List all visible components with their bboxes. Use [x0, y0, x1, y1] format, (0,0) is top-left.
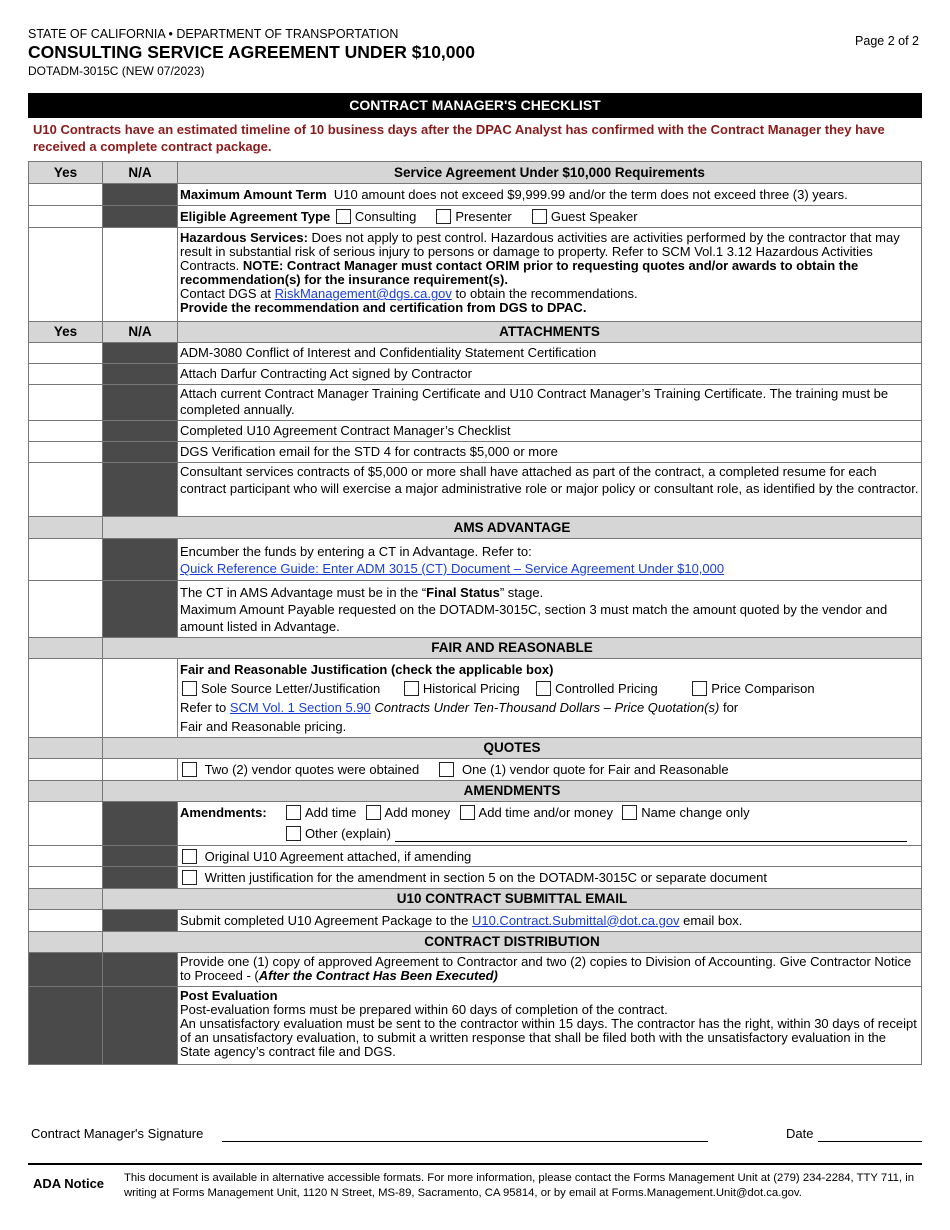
na-cell-disabled	[103, 910, 178, 932]
blank-header-cell	[29, 781, 103, 802]
timeline-notice: U10 Contracts have an estimated timeline of 10 business days after the DPAC Analyst has confirmed with the Contract Manager they have received a complete contract package.	[33, 122, 885, 154]
na-cell-disabled	[103, 442, 178, 463]
max-term-label: Maximum Amount Term	[180, 186, 327, 202]
ams-header-row	[29, 517, 922, 539]
original-agreement-label: Original U10 Agreement attached, if amending	[204, 848, 472, 864]
name-change-checkbox[interactable]	[622, 805, 637, 820]
na-cell-disabled	[103, 802, 178, 846]
add-money-checkbox[interactable]	[366, 805, 381, 820]
table-row	[29, 421, 922, 442]
table-row	[29, 442, 922, 463]
guest-speaker-label: Guest Speaker	[550, 209, 638, 224]
na-cell-disabled	[103, 867, 178, 889]
written-justification-checkbox[interactable]	[182, 870, 197, 885]
two-quotes-label: Two (2) vendor quotes were obtained	[204, 762, 420, 777]
encumber-text: Encumber the funds by entering a CT in Advantage. Refer to:	[180, 544, 532, 559]
yes-cell-disabled	[29, 953, 103, 987]
risk-management-email-link[interactable]: RiskManagement@dgs.ca.gov	[274, 286, 452, 301]
yes-cell[interactable]	[29, 421, 103, 442]
blank-header-cell	[29, 932, 103, 953]
yes-cell[interactable]	[29, 867, 103, 889]
post-eval-line2: An unsatisfactory evaluation must be sent to the contractor within 15 days. The contractor has the right, within 30 days of receipt of an unsatisfactory evaluation, to submit a written response that shall be filed both with the unsatisfactory evaluation in the State agency’s contract file and DGS.	[180, 1016, 917, 1059]
attachment-item: Attach Darfur Contracting Act signed by Contractor	[178, 364, 922, 385]
yes-cell[interactable]	[29, 385, 103, 421]
attachment-item: Consultant services contracts of $5,000 or more shall have attached as part of the contract, a completed resume for each contract participant who will exercise a major administrative role or major policy or consultant role, as identified by the contractor.	[178, 463, 922, 517]
historical-pricing-checkbox[interactable]	[404, 681, 419, 696]
na-cell[interactable]	[103, 659, 178, 738]
hazard-text: Does not apply to pest control. Hazardous activities are activities performed by the contractor that may result in substantial risk of serious injury to persons or damage to property. Refer to SCM Vol.1 3.12 Hazardous Activities Contracts.	[180, 230, 900, 273]
table-row	[29, 953, 922, 987]
add-time-money-label: Add time and/or money	[478, 805, 613, 820]
hazard-provide: Provide the recommendation and certification from DGS to DPAC.	[180, 300, 587, 315]
yes-cell[interactable]	[29, 343, 103, 364]
form-id: DOTADM-3015C (NEW 07/2023)	[28, 64, 205, 78]
na-cell-disabled	[103, 385, 178, 421]
amendments-label: Amendments:	[180, 805, 267, 820]
na-cell-disabled	[103, 581, 178, 638]
price-comparison-checkbox[interactable]	[692, 681, 707, 696]
table-row	[29, 184, 922, 206]
provide-text: Provide one (1) copy of approved Agreement to Contractor and two (2) copies to Division of Accounting. Give Contractor Notice to Proceed - (	[180, 954, 912, 983]
na-cell-disabled	[103, 463, 178, 517]
yes-column-header: Yes	[29, 162, 103, 184]
add-time-label: Add time	[305, 805, 357, 820]
controlled-pricing-checkbox[interactable]	[536, 681, 551, 696]
agency-line: STATE OF CALIFORNIA • DEPARTMENT OF TRANSPORTATION	[28, 27, 399, 41]
distribution-header-row	[29, 932, 922, 953]
yes-cell[interactable]	[29, 802, 103, 846]
yes-cell[interactable]	[29, 184, 103, 206]
table-row	[29, 463, 922, 517]
submittal-pre: Submit completed U10 Agreement Package to the	[180, 912, 469, 928]
quotes-heading: QUOTES	[103, 738, 922, 759]
submittal-heading: U10 CONTRACT SUBMITTAL EMAIL	[103, 889, 922, 910]
requirements-heading: Service Agreement Under $10,000 Requirements	[178, 162, 922, 184]
hazard-contact-post: to obtain the recommendations.	[455, 286, 638, 301]
yes-cell[interactable]	[29, 846, 103, 867]
na-cell[interactable]	[103, 759, 178, 781]
controlled-pricing-label: Controlled Pricing	[555, 681, 658, 696]
na-column-header: N/A	[103, 322, 178, 343]
na-cell-disabled	[103, 206, 178, 228]
provide-italic: After the Contract Has Been Executed)	[258, 968, 498, 983]
yes-column-header: Yes	[29, 322, 103, 343]
post-eval-label: Post Evaluation	[180, 988, 278, 1003]
max-payable-text: Maximum Amount Payable requested on the DOTADM-3015C, section 3 must match the amount quoted by the vendor and amount listed in Advantage.	[180, 602, 888, 634]
eligible-type-label: Eligible Agreement Type	[180, 209, 331, 224]
consulting-label: Consulting	[354, 209, 417, 224]
table-row	[29, 364, 922, 385]
signature-field[interactable]	[222, 1141, 708, 1142]
amendments-header-row	[29, 781, 922, 802]
na-cell[interactable]	[103, 228, 178, 322]
one-quote-checkbox[interactable]	[439, 762, 454, 777]
blank-header-cell	[29, 738, 103, 759]
add-time-checkbox[interactable]	[286, 805, 301, 820]
yes-cell[interactable]	[29, 659, 103, 738]
submittal-email-link[interactable]: U10.Contract.Submittal@dot.ca.gov	[471, 912, 680, 928]
date-field[interactable]	[818, 1141, 922, 1142]
checklist-table	[28, 161, 922, 1065]
status-post: ” stage.	[499, 585, 544, 600]
ams-heading: AMS ADVANTAGE	[103, 517, 922, 539]
yes-cell[interactable]	[29, 910, 103, 932]
hazard-contact-pre: Contact DGS at	[180, 286, 272, 301]
ada-label: ADA Notice	[33, 1176, 105, 1191]
status-pre: The CT in AMS Advantage must be in the “	[180, 585, 427, 600]
other-explain-field[interactable]	[395, 829, 907, 842]
yes-cell[interactable]	[29, 364, 103, 385]
date-label: Date	[786, 1126, 814, 1141]
blank-header-cell	[29, 889, 103, 910]
written-justification-label: Written justification for the amendment in section 5 on the DOTADM-3015C or separate document	[204, 870, 768, 885]
na-cell-disabled	[103, 421, 178, 442]
ada-text: This document is available in alternative accessible formats. For more information, please contact the Forms Management Unit at (279) 234-2284, TTY 711, in writing at Forms Management Unit, 1120 N Street, MS-89, Sacramento, CA 95814, or by email at Forms.Management.Unit@dot.ca.gov.	[124, 1172, 914, 1199]
two-quotes-checkbox[interactable]	[182, 762, 197, 777]
table-row	[29, 206, 922, 228]
fair-header-row	[29, 638, 922, 659]
presenter-label: Presenter	[455, 209, 512, 224]
name-change-label: Name change only	[641, 805, 750, 820]
amendments-heading: AMENDMENTS	[103, 781, 922, 802]
signature-label: Contract Manager's Signature	[31, 1126, 204, 1141]
na-cell-disabled	[103, 987, 178, 1065]
table-row	[29, 987, 922, 1065]
fair-heading: FAIR AND REASONABLE	[103, 638, 922, 659]
refer-line2: Fair and Reasonable pricing.	[180, 719, 347, 734]
attachment-item: ADM-3080 Conflict of Interest and Confidentiality Statement Certification	[178, 343, 922, 364]
na-cell-disabled	[103, 953, 178, 987]
checklist-banner: CONTRACT MANAGER'S CHECKLIST	[28, 93, 922, 118]
submittal-post: email box.	[683, 912, 743, 928]
attachment-item: Completed U10 Agreement Contract Manager’s Checklist	[178, 421, 922, 442]
guest-speaker-checkbox[interactable]	[532, 209, 547, 224]
yes-cell[interactable]	[29, 759, 103, 781]
add-time-money-checkbox[interactable]	[460, 805, 475, 820]
table-row	[29, 867, 922, 889]
quotes-header-row	[29, 738, 922, 759]
add-money-label: Add money	[384, 805, 451, 820]
post-eval-line1: Post-evaluation forms must be prepared within 60 days of completion of the contract.	[180, 1002, 668, 1017]
submittal-header-row	[29, 889, 922, 910]
table-row	[29, 581, 922, 638]
other-label: Other (explain)	[305, 826, 391, 841]
final-status: Final Status	[426, 585, 500, 600]
attachments-heading: ATTACHMENTS	[178, 322, 922, 343]
consulting-checkbox[interactable]	[336, 209, 351, 224]
attachments-header-row	[29, 322, 922, 343]
attachment-item: DGS Verification email for the STD 4 for contracts $5,000 or more	[178, 442, 922, 463]
max-term-text: U10 amount does not exceed $9,999.99 and/or the term does not exceed three (3) years.	[333, 186, 848, 202]
table-row	[29, 802, 922, 846]
ada-divider	[28, 1163, 922, 1165]
presenter-checkbox[interactable]	[436, 209, 451, 224]
fair-justification-label: Fair and Reasonable Justification (check the applicable box)	[180, 662, 554, 677]
refer-post: for	[722, 700, 739, 715]
table-row	[29, 846, 922, 867]
na-cell-disabled	[103, 364, 178, 385]
na-column-header: N/A	[103, 162, 178, 184]
hazard-note: NOTE: Contract Manager must contact ORIM prior to requesting quotes and/or awards to obtain the recommendation(s) for the insurance requirement(s).	[180, 258, 859, 287]
page-number: Page 2 of 2	[855, 34, 919, 48]
price-comparison-label: Price Comparison	[711, 681, 815, 696]
blank-header-cell	[29, 517, 103, 539]
table-row	[29, 910, 922, 932]
original-agreement-checkbox[interactable]	[182, 849, 197, 864]
form-title: CONSULTING SERVICE AGREEMENT UNDER $10,000	[28, 42, 475, 62]
table-row	[29, 385, 922, 421]
quick-reference-guide-link[interactable]: Quick Reference Guide: Enter ADM 3015 (CT) Document – Service Agreement Under $10,000	[180, 561, 725, 576]
na-cell-disabled	[103, 846, 178, 867]
yes-cell[interactable]	[29, 463, 103, 517]
yes-cell[interactable]	[29, 442, 103, 463]
table-row	[29, 659, 922, 738]
yes-cell[interactable]	[29, 206, 103, 228]
table-row	[29, 759, 922, 781]
historical-pricing-label: Historical Pricing	[422, 681, 520, 696]
sole-source-checkbox[interactable]	[182, 681, 197, 696]
attachment-item: Attach current Contract Manager Training Certificate and U10 Contract Manager’s Training Certificate. The training must be completed annually.	[178, 385, 922, 421]
na-cell-disabled	[103, 343, 178, 364]
hazard-label: Hazardous Services:	[180, 230, 308, 245]
na-cell-disabled	[103, 539, 178, 581]
table-row	[29, 228, 922, 322]
yes-cell[interactable]	[29, 539, 103, 581]
scm-section-link[interactable]: SCM Vol. 1 Section 5.90	[229, 700, 371, 715]
sole-source-label: Sole Source Letter/Justification	[201, 681, 381, 696]
yes-cell-disabled	[29, 987, 103, 1065]
table-row	[29, 539, 922, 581]
na-cell-disabled	[103, 184, 178, 206]
refer-pre: Refer to	[180, 700, 227, 715]
distribution-heading: CONTRACT DISTRIBUTION	[103, 932, 922, 953]
yes-cell[interactable]	[29, 228, 103, 322]
table-row	[29, 343, 922, 364]
refer-italic: Contracts Under Ten-Thousand Dollars – Price Quotation(s)	[374, 700, 720, 715]
one-quote-label: One (1) vendor quote for Fair and Reasonable	[461, 762, 729, 777]
yes-cell[interactable]	[29, 581, 103, 638]
other-checkbox[interactable]	[286, 826, 301, 841]
blank-header-cell	[29, 638, 103, 659]
requirements-header-row	[29, 162, 922, 184]
